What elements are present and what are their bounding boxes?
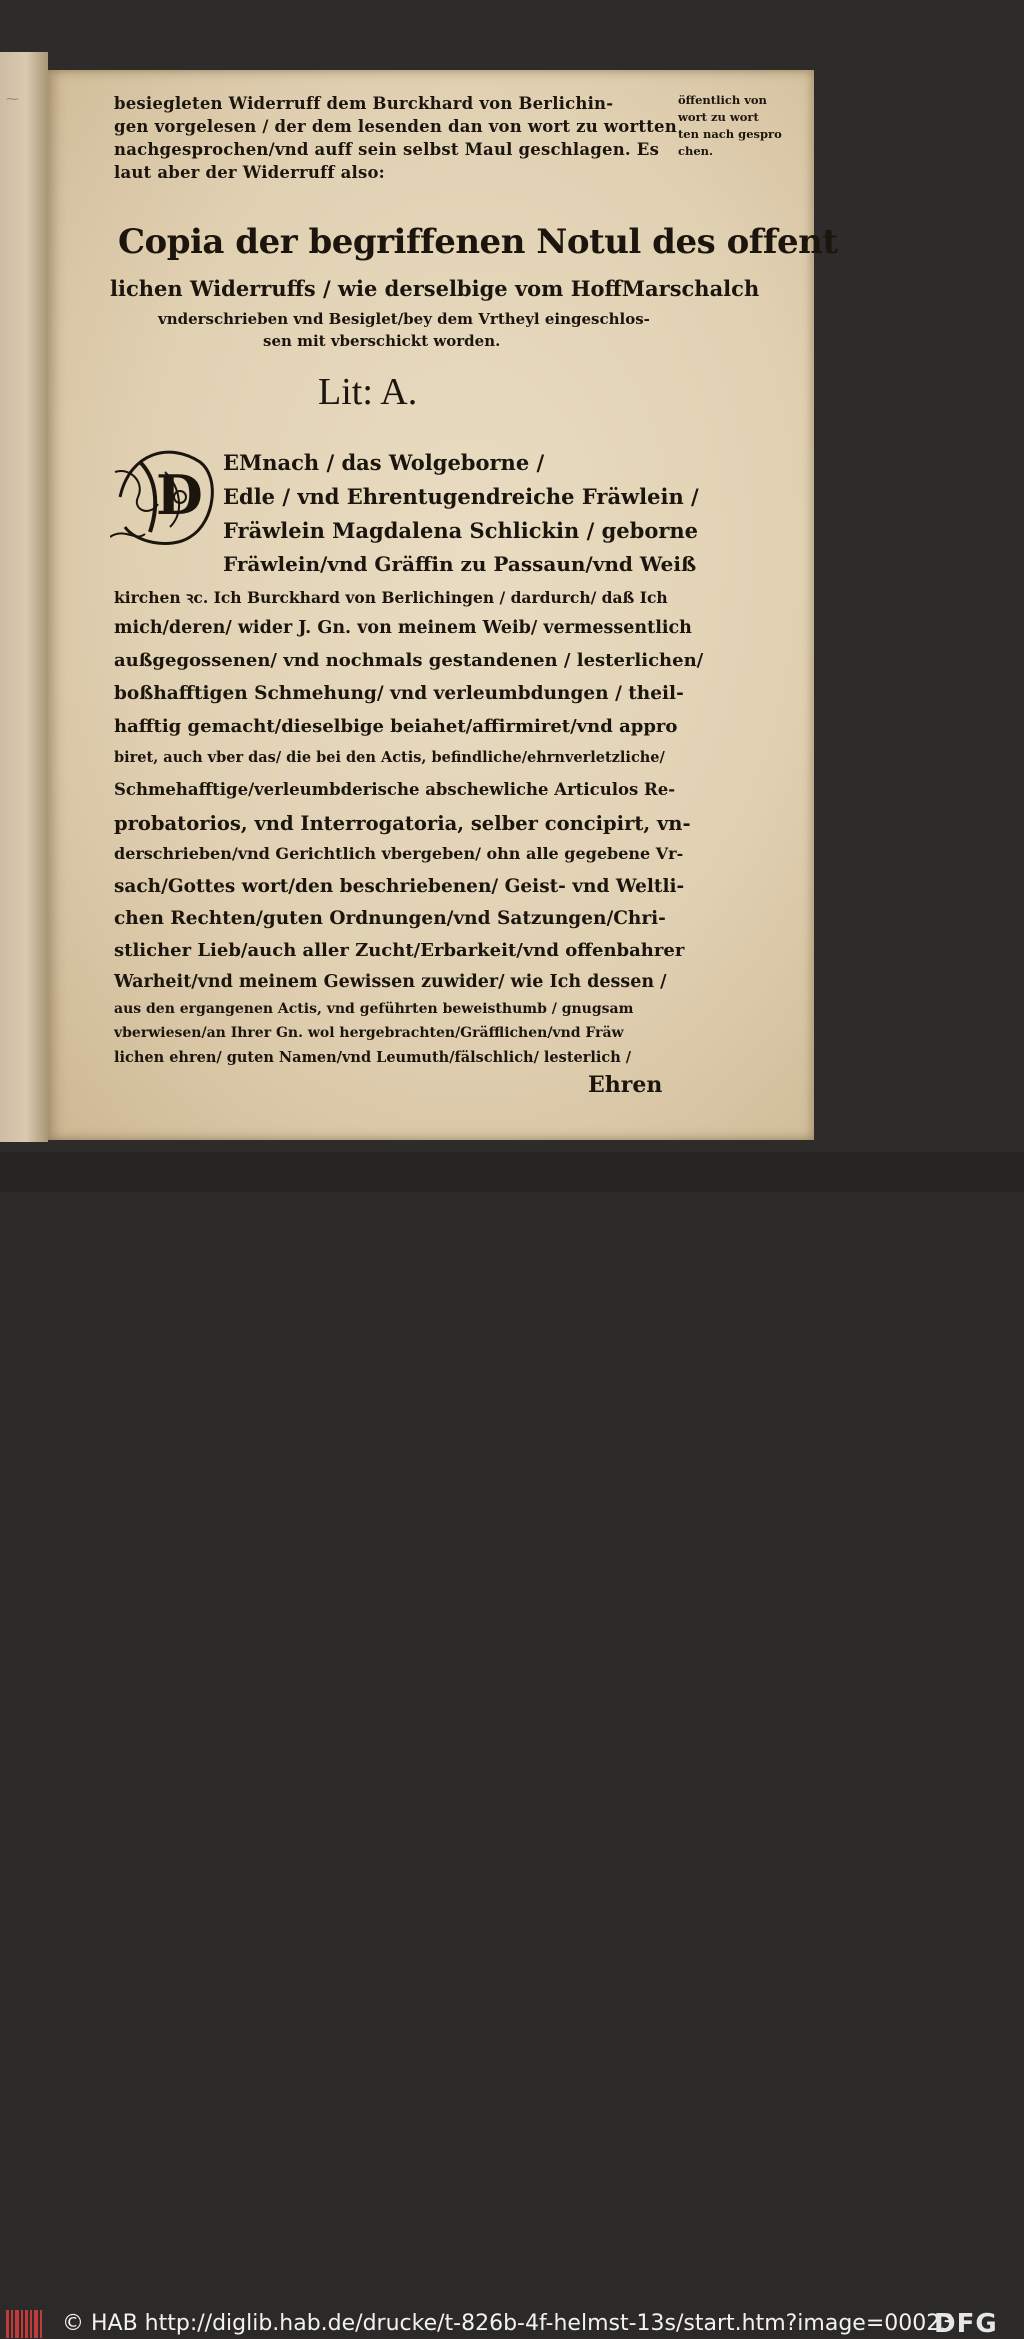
margin-note-line: ten nach gespro [678, 127, 782, 141]
header-line: nachgesprochen/vnd auff sein selbst Maul geschlagen. Es [114, 140, 660, 159]
barcode-icon [6, 2310, 46, 2338]
body-line: vberwiesen/an Ihrer Gn. wol hergebrachten/Gräfflichen/vnd Fräw [114, 1025, 624, 1041]
ghost-text: ⁓ [6, 92, 19, 107]
body-line: boßhafftigen Schmehung/ vnd verleumbdungen / theil- [114, 683, 684, 704]
margin-note-line: wort zu wort [678, 110, 759, 124]
body-line: biret, auch vber das/ die bei den Actis, befindliche/ehrnverletzliche/ [114, 749, 665, 766]
body-line: Warheit/vnd meinem Gewissen zuwider/ wie Ich dessen / [114, 972, 667, 992]
body-line: aus den ergangenen Actis, vnd geführten beweisthumb / gnugsam [114, 1001, 634, 1017]
body-line: Schmehafftige/verleumbderische abschewliche Articulos Re- [114, 780, 676, 799]
body-line: hafftig gemacht/dieselbige beiahet/affirmiret/vnd appro [114, 716, 678, 737]
header-line: besiegleten Widerruff dem Burckhard von Berlichin- [114, 94, 614, 113]
body-line: lichen ehren/ guten Namen/vnd Leumuth/fälschlich/ lesterlich / [114, 1049, 632, 1066]
margin-note-line: öffentlich von [678, 93, 767, 107]
body-line: Fräwlein/vnd Gräffin zu Passaun/vnd Weiß [223, 552, 697, 576]
body-line: sach/Gottes wort/den beschriebenen/ Geist- vnd Weltli- [114, 876, 685, 897]
header-line: gen vorgelesen / der dem lesenden dan von wort zu wortten [114, 117, 677, 136]
copyright-url[interactable]: © HAB http://diglib.hab.de/drucke/t-826b-4f-helmst-13s/start.htm?image=00023 [62, 2311, 955, 2336]
document-subtitle: vnderschrieben vnd Besiglet/bey dem Vrtheyl eingeschlos- [158, 310, 650, 328]
catchword: Ehren [588, 1072, 663, 1098]
document-subtitle: sen mit vberschickt worden. [263, 332, 501, 350]
body-line: probatorios, vnd Interrogatoria, selber concipirt, vn- [114, 812, 691, 835]
book-page [48, 70, 838, 1140]
body-line: chen Rechten/guten Ordnungen/vnd Satzungen/Chri- [114, 908, 666, 929]
body-line: EMnach / das Wolgeborne / [223, 450, 545, 475]
header-line: laut aber der Widerruff also: [114, 163, 385, 182]
body-line: stlicher Lieb/auch aller Zucht/Erbarkeit/vnd offenbahrer [114, 940, 685, 961]
previous-page-edge [0, 52, 48, 1142]
initial-letter: D [156, 463, 203, 527]
dfg-logo: DFG [934, 2309, 998, 2339]
body-line: außgegossenen/ vnd nochmals gestandenen / lesterlichen/ [114, 650, 704, 671]
margin-note-line: chen. [678, 144, 714, 158]
decorated-initial-icon [110, 442, 220, 552]
footer-bar [0, 1152, 1024, 2339]
body-line: mich/deren/ wider J. Gn. von meinem Weib/ vermessentlich [114, 618, 692, 638]
document-subtitle: lichen Widerruffs / wie derselbige vom HoffMarschalch [110, 276, 760, 301]
document-title: Copia der begriffenen Notul des offent [118, 222, 838, 262]
body-line: Fräwlein Magdalena Schlickin / geborne [223, 518, 699, 543]
body-line: derschrieben/vnd Gerichtlich vbergeben/ ohn alle gegebene Vr- [114, 844, 684, 863]
margin-note [678, 92, 788, 160]
section-label: Lit: A. [318, 371, 418, 413]
body-line: kirchen ꝛc. Ich Burckhard von Berlichingen / dardurch/ daß Ich [114, 588, 668, 607]
body-line: Edle / vnd Ehrentugendreiche Fräwlein / [223, 484, 699, 509]
